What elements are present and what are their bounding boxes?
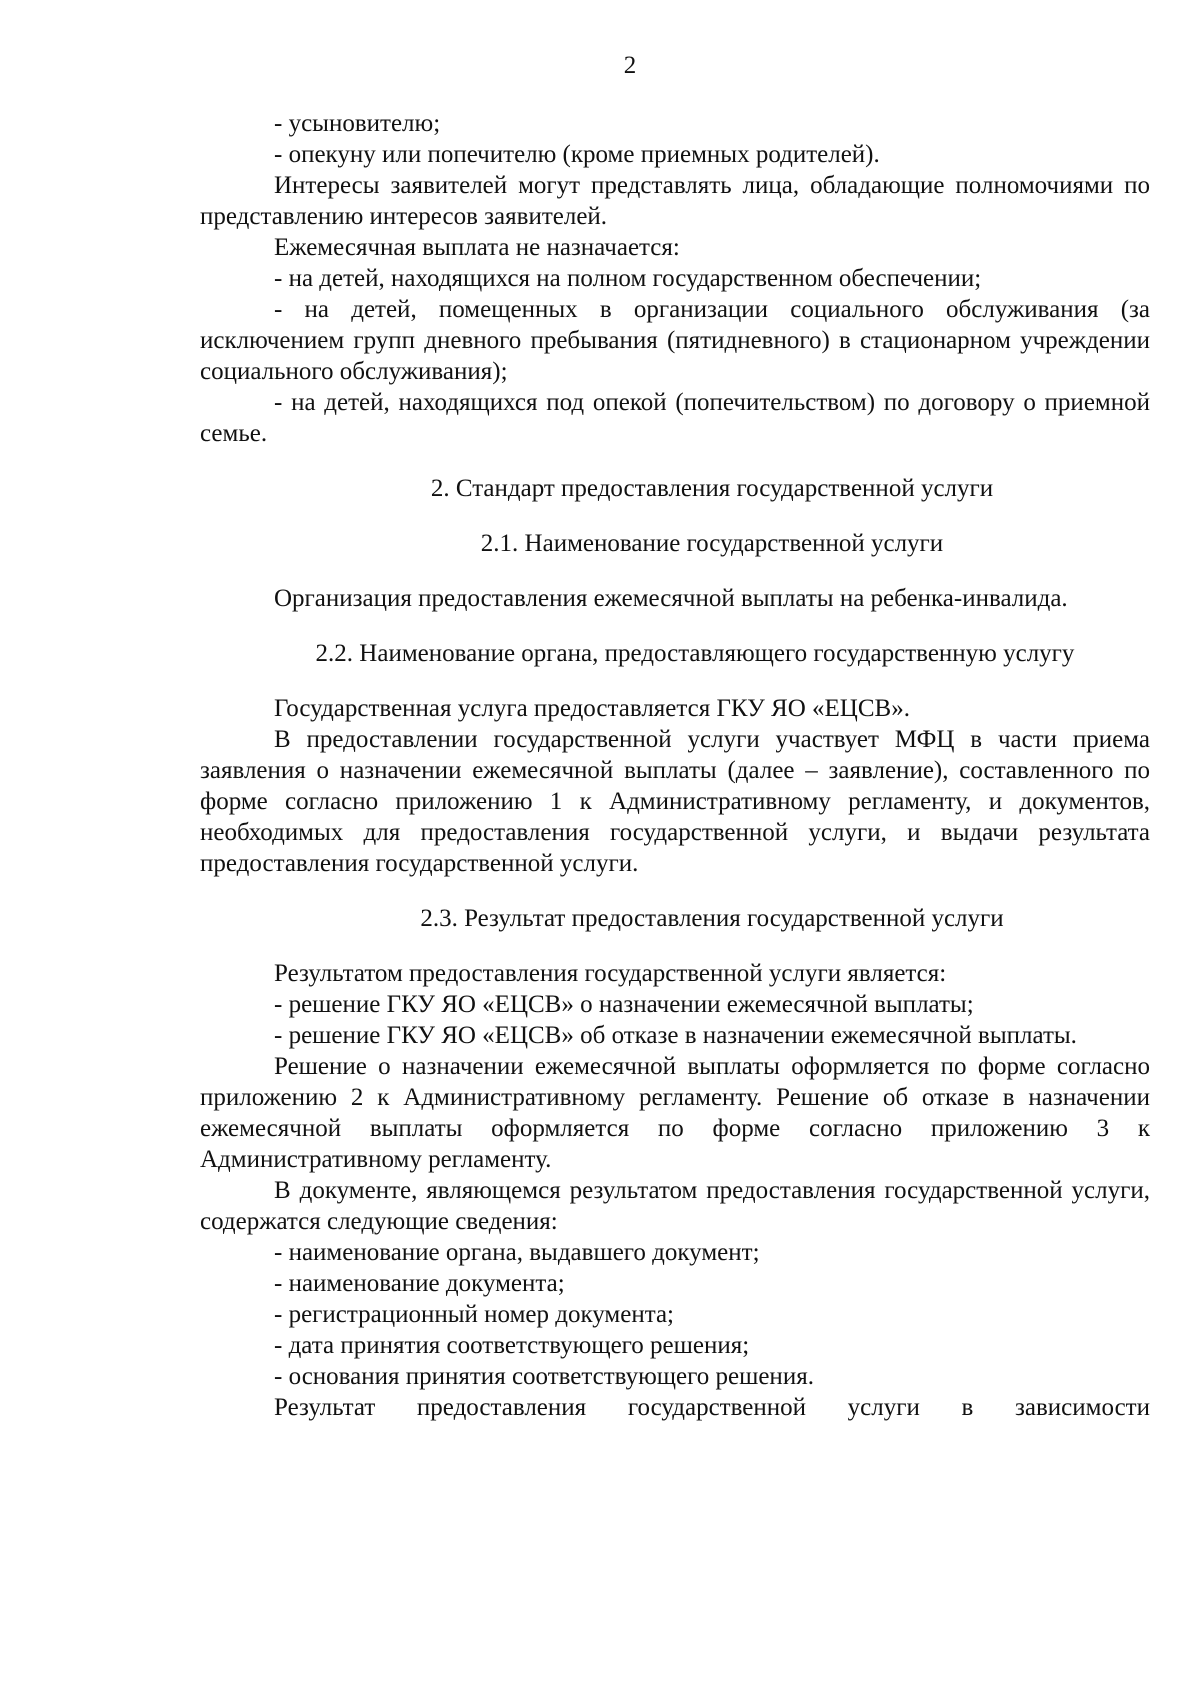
section-2-2-heading: 2.2. Наименование органа, предоставляющего государственную услугу (315, 640, 1075, 667)
page-number: 2 (623, 52, 637, 79)
list-item: - усыновителю; (274, 110, 441, 137)
list-item: - регистрационный номер документа; (274, 1301, 674, 1328)
document-body (200, 108, 1150, 1423)
section-2-1-heading: 2.1. Наименование государственной услуги (480, 530, 944, 557)
list-item: - наименование документа; (274, 1270, 565, 1297)
section-2-3-p5: В документе, являющемся результатом предоставления государственной услуги, содержатся следующие сведения: (200, 1177, 1150, 1235)
list-item: - на детей, находящихся под опекой (попечительством) по договору о приемной семье. (200, 389, 1150, 447)
list-item: - основания принятия соответствующего решения. (274, 1363, 814, 1390)
section-2-3-p2: - решение ГКУ ЯО «ЕЦСВ» о назначении ежемесячной выплаты; (274, 991, 974, 1018)
section-2-2-p2: В предоставлении государственной услуги участвует МФЦ в части приема заявления о назначении ежемесячной выплаты (далее – заявление), составленного по форме согласно приложению 1 к Административному регламенту, и документов, необходимых для предоставления государственной услуги, и выдачи результата предоставления государственной услуги. (200, 726, 1150, 877)
section-2-3-p1: Результатом предоставления государственной услуги является: (274, 960, 947, 987)
list-item: - наименование органа, выдавшего документ; (274, 1239, 760, 1266)
list-item: - на детей, помещенных в организации социального обслуживания (за исключением групп дневного пребывания (пятидневного) в стационарном учреждении социального обслуживания); (200, 296, 1150, 385)
list-item: - дата принятия соответствующего решения; (274, 1332, 750, 1359)
section-2-2-p1: Государственная услуга предоставляется ГКУ ЯО «ЕЦСВ». (274, 695, 910, 722)
section-2-3-p4: Решение о назначении ежемесячной выплаты оформляется по форме согласно приложению 2 к Административному регламенту. Решение об отказе в назначении ежемесячной выплаты оформляется по форме согласно приложению 3 к Административному регламенту. (200, 1053, 1150, 1173)
list-item: - на детей, находящихся на полном государственном обеспечении; (274, 265, 982, 292)
paragraph-not-assigned: Ежемесячная выплата не назначается: (274, 234, 680, 261)
section-2-3-p6: Результат предоставления государственной услуги в зависимости (274, 1394, 1150, 1421)
section-2-3-heading: 2.3. Результат предоставления государственной услуги (420, 905, 1004, 932)
paragraph-representatives: Интересы заявителей могут представлять лица, обладающие полномочиями по представлению интересов заявителей. (200, 172, 1150, 230)
section-2-1-text: Организация предоставления ежемесячной выплаты на ребенка-инвалида. (274, 585, 1068, 612)
section-2-heading: 2. Стандарт предоставления государственной услуги (430, 475, 994, 502)
section-2-3-p3: - решение ГКУ ЯО «ЕЦСВ» об отказе в назначении ежемесячной выплаты. (274, 1022, 1077, 1049)
list-item: - опекуну или попечителю (кроме приемных родителей). (274, 141, 880, 168)
